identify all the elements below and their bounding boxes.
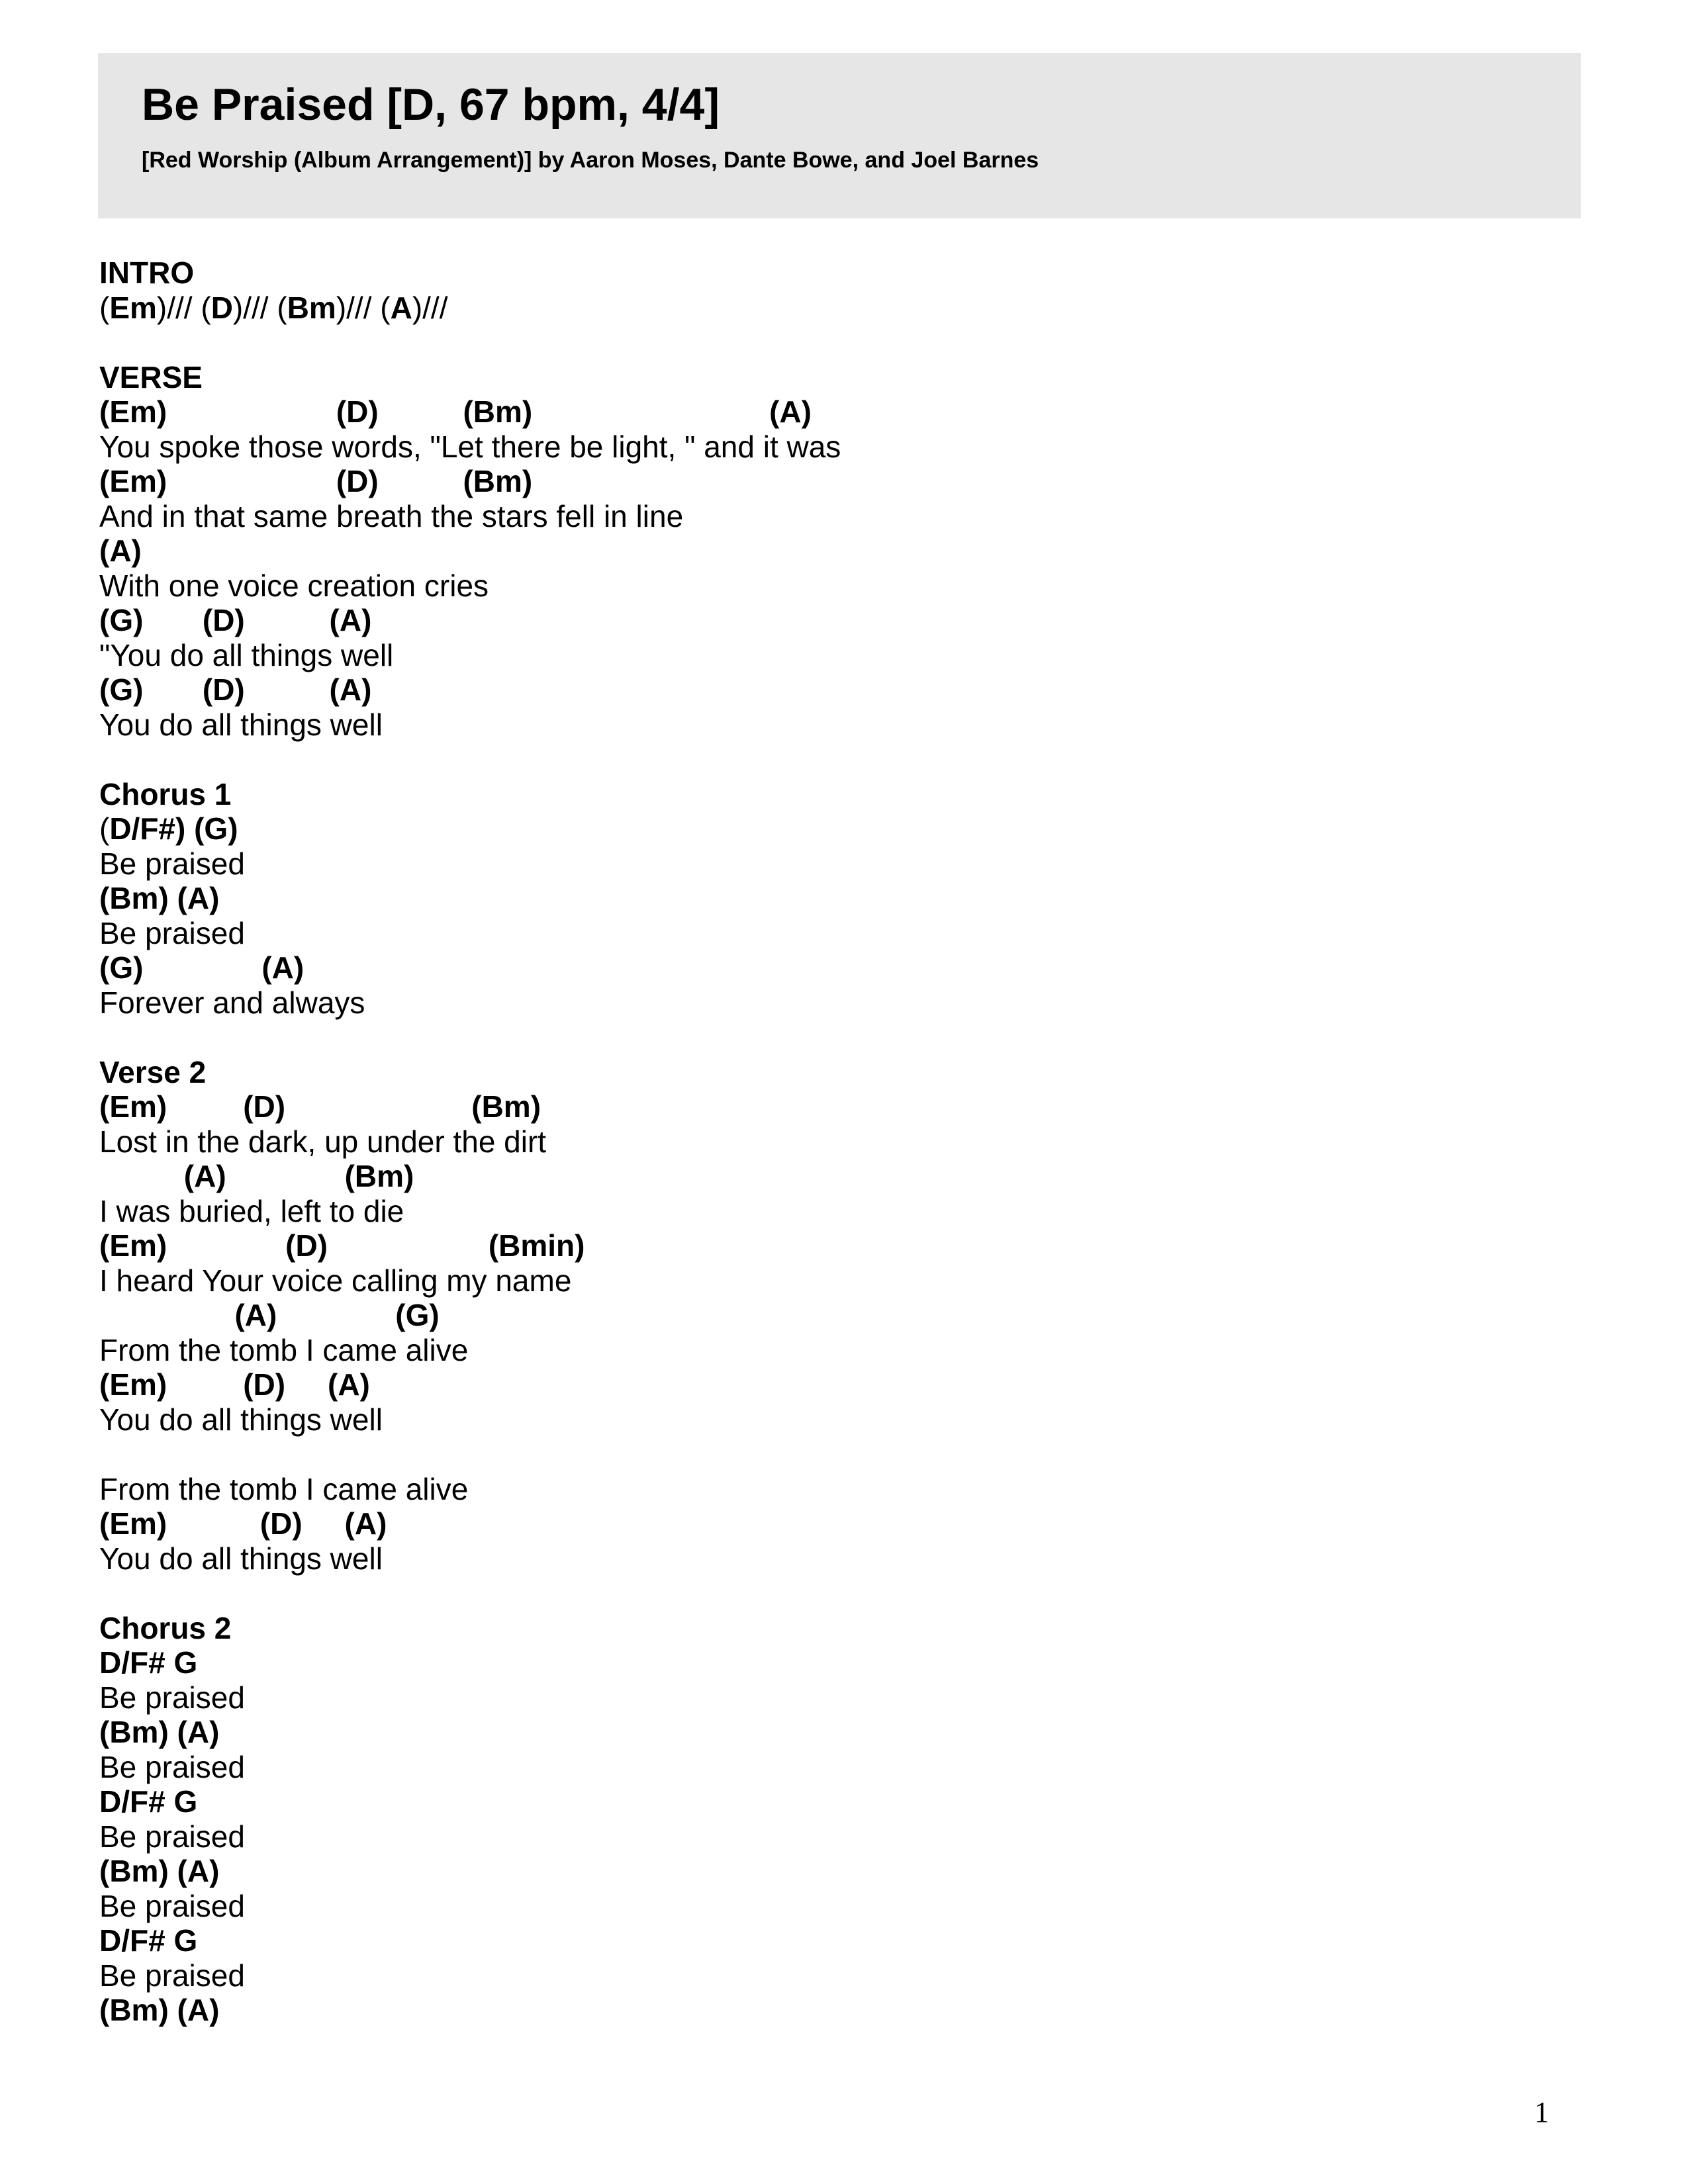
chord-sheet: [99, 255, 1556, 2028]
section-spacer: [99, 1020, 1556, 1055]
chord-line: D/F# G: [99, 1784, 198, 1819]
chord-line: (Bm) (A): [99, 1854, 220, 1888]
lyric-line: From the tomb I came alive: [99, 1332, 469, 1367]
chord-line: (G) (D) (A): [99, 603, 372, 637]
song-title: Be Praised [D, 67 bpm, 4/4]: [142, 79, 720, 130]
section-spacer: [99, 325, 1556, 360]
chord-line: (D/F#) (G): [99, 811, 238, 846]
lyric-line: And in that same breath the stars fell in line: [99, 498, 684, 533]
lyric-line: Forever and always: [99, 985, 365, 1020]
song-header: [98, 53, 1581, 218]
chord-line: (G) (D) (A): [99, 672, 372, 707]
lyric-line: You do all things well: [99, 707, 383, 742]
section-heading-verse: VERSE: [99, 359, 203, 394]
section-heading-intro: INTRO: [99, 255, 195, 290]
song-credits: [Red Worship (Album Arrangement)] by Aaron Moses, Dante Bowe, and Joel Barnes: [142, 148, 1039, 173]
lyric-line: Lost in the dark, up under the dirt: [99, 1124, 547, 1159]
lyric-line: Be praised: [99, 1749, 245, 1784]
lyric-line: Be praised: [99, 1958, 245, 1993]
chord-line: (Em) (D) (A): [99, 1367, 370, 1402]
lyric-line: "You do all things well: [99, 637, 394, 672]
chord-line: (A): [99, 533, 142, 568]
lyric-line: You do all things well: [99, 1541, 383, 1576]
lyric-line: With one voice creation cries: [99, 568, 489, 603]
section-heading-chorus-1: Chorus 1: [99, 776, 232, 811]
lyric-line: From the tomb I came alive: [99, 1471, 469, 1506]
chord-line: (Em) (D) (Bmin): [99, 1228, 585, 1263]
chord-line: (A) (Bm): [99, 1159, 414, 1193]
chord-line: D/F# G: [99, 1923, 198, 1958]
section-spacer: [99, 1437, 1556, 1472]
chord-line: (A) (G): [99, 1298, 440, 1332]
intro-chords: (Em)/// (D)/// (Bm)/// (A)///: [99, 290, 448, 325]
chord-line: (Bm) (A): [99, 1993, 220, 2027]
chord-line: D/F# G: [99, 1645, 198, 1680]
lyric-line: Be praised: [99, 846, 245, 881]
lyric-line: Be praised: [99, 1888, 245, 1923]
page-number: 1: [1534, 2096, 1549, 2128]
chord-line: (Em) (D) (A): [99, 1506, 387, 1541]
lyric-line: Be praised: [99, 1680, 245, 1715]
lyric-line: Be praised: [99, 1819, 245, 1854]
chord-line: (Em) (D) (Bm): [99, 1089, 541, 1124]
lyric-line: You do all things well: [99, 1402, 383, 1437]
lyric-line: I was buried, left to die: [99, 1193, 404, 1228]
section-heading-verse-2: Verse 2: [99, 1054, 207, 1089]
chord-line: (Bm) (A): [99, 1715, 220, 1749]
lyric-line: You spoke those words, "Let there be light, " and it was: [99, 429, 841, 464]
chord-line: (Bm) (A): [99, 881, 220, 915]
section-spacer: [99, 742, 1556, 777]
chord-line: (G) (A): [99, 950, 305, 985]
chord-line: (Em) (D) (Bm): [99, 464, 533, 498]
chord-line: (Em) (D) (Bm) (A): [99, 394, 812, 429]
section-heading-chorus-2: Chorus 2: [99, 1610, 232, 1645]
lyric-line: I heard Your voice calling my name: [99, 1263, 572, 1298]
lyric-line: Be praised: [99, 915, 245, 950]
section-spacer: [99, 1576, 1556, 1611]
